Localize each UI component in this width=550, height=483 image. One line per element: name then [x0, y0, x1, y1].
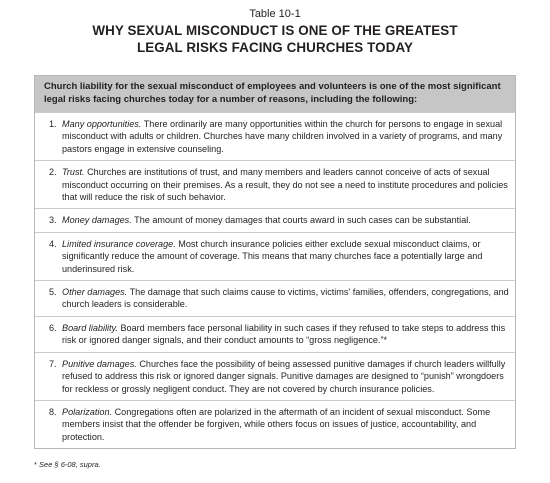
item-number: 2.	[49, 167, 57, 178]
item-lead: Many opportunities.	[62, 119, 142, 129]
reason-item-7	[35, 352, 515, 400]
item-lead: Other damages.	[62, 287, 128, 298]
title-line-2: LEGAL RISKS FACING CHURCHES TODAY	[136, 40, 414, 55]
table-title	[0, 22, 550, 56]
item-text	[62, 118, 509, 155]
reasons-table	[34, 75, 516, 449]
footnote	[34, 460, 101, 469]
item-body: Most church insurance policies either exclude sexual misconduct claims, or significantly reduce the amount of coverage. This means that many churches face a potentially large and underinsured risk.	[62, 238, 483, 274]
item-body: Churches face the possibility of being assessed punitive damages if church leaders willfully refused to address this risk or ignored danger signals. Punitive damages are designed to “punish” wrongdoers for reckless or grossly negligent conduct. They are not covered by church insurance policies.	[62, 358, 506, 394]
item-lead: Board liability.	[62, 322, 118, 333]
item-lead: Polarization.	[62, 406, 113, 417]
item-body: There ordinarily are many opportunities within the church for persons to engage in sexual misconduct with adults or children. Churches have many children involved in a variety of programs, and many pastors engage in extensive counseling.	[62, 119, 503, 154]
item-body: Board members face personal liability in such cases if they refused to take steps to address this risk or ignored danger signals, and their conduct amounts to “gross negligence.”*	[62, 322, 506, 346]
reason-item-2	[35, 160, 515, 208]
item-lead: Punitive damages.	[62, 358, 137, 369]
reason-item-3	[35, 208, 515, 231]
item-body: Congregations often are polarized in the aftermath of an incident of sexual misconduct. Some members insist that the offender be forgiven, while others focus on issues of justice, accountability, and protection.	[62, 406, 491, 442]
item-text	[62, 238, 509, 275]
table-number: Table 10-1	[249, 8, 301, 20]
item-number: 8.	[49, 406, 57, 417]
item-text	[62, 166, 509, 203]
reason-item-1	[35, 112, 515, 160]
reason-item-6	[35, 316, 515, 352]
footnote-mark: *	[34, 460, 37, 469]
title-line-1: WHY SEXUAL MISCONDUCT IS ONE OF THE GREATEST	[92, 23, 458, 38]
reason-item-4	[35, 232, 515, 280]
item-text	[62, 358, 509, 395]
item-body: The damage that such claims cause to victims, victims' families, offenders, congregations, and church leaders is considerable.	[62, 287, 509, 310]
item-number: 4.	[49, 238, 57, 249]
item-number: 6.	[49, 322, 57, 333]
item-number: 3.	[49, 215, 57, 226]
item-lead: Money damages.	[62, 215, 132, 226]
footnote-text: See § 6-08, supra.	[39, 460, 101, 469]
reason-item-8	[35, 400, 515, 448]
item-number: 5.	[49, 287, 57, 298]
item-number: 7.	[49, 358, 57, 369]
item-body: The amount of money damages that courts award in such cases can be substantial.	[134, 215, 471, 226]
intro-header: Church liability for the sexual misconduct of employees and volunteers is one of the most significant legal risks facing churches today for a number of reasons, including the following:	[35, 76, 515, 112]
item-body: Churches are institutions of trust, and many members and leaders cannot conceive of acts of sexual misconduct occurring on their premises. As a result, they do not see a need to institute procedures and policies that will reduce the risk of such behavior.	[62, 167, 508, 203]
item-text	[62, 214, 509, 226]
item-text	[62, 406, 509, 443]
item-lead: Limited insurance coverage.	[62, 238, 176, 249]
item-lead: Trust.	[62, 167, 85, 178]
item-number: 1.	[49, 119, 57, 129]
item-text	[62, 322, 509, 347]
reason-item-5	[35, 280, 515, 316]
item-text	[62, 286, 509, 311]
